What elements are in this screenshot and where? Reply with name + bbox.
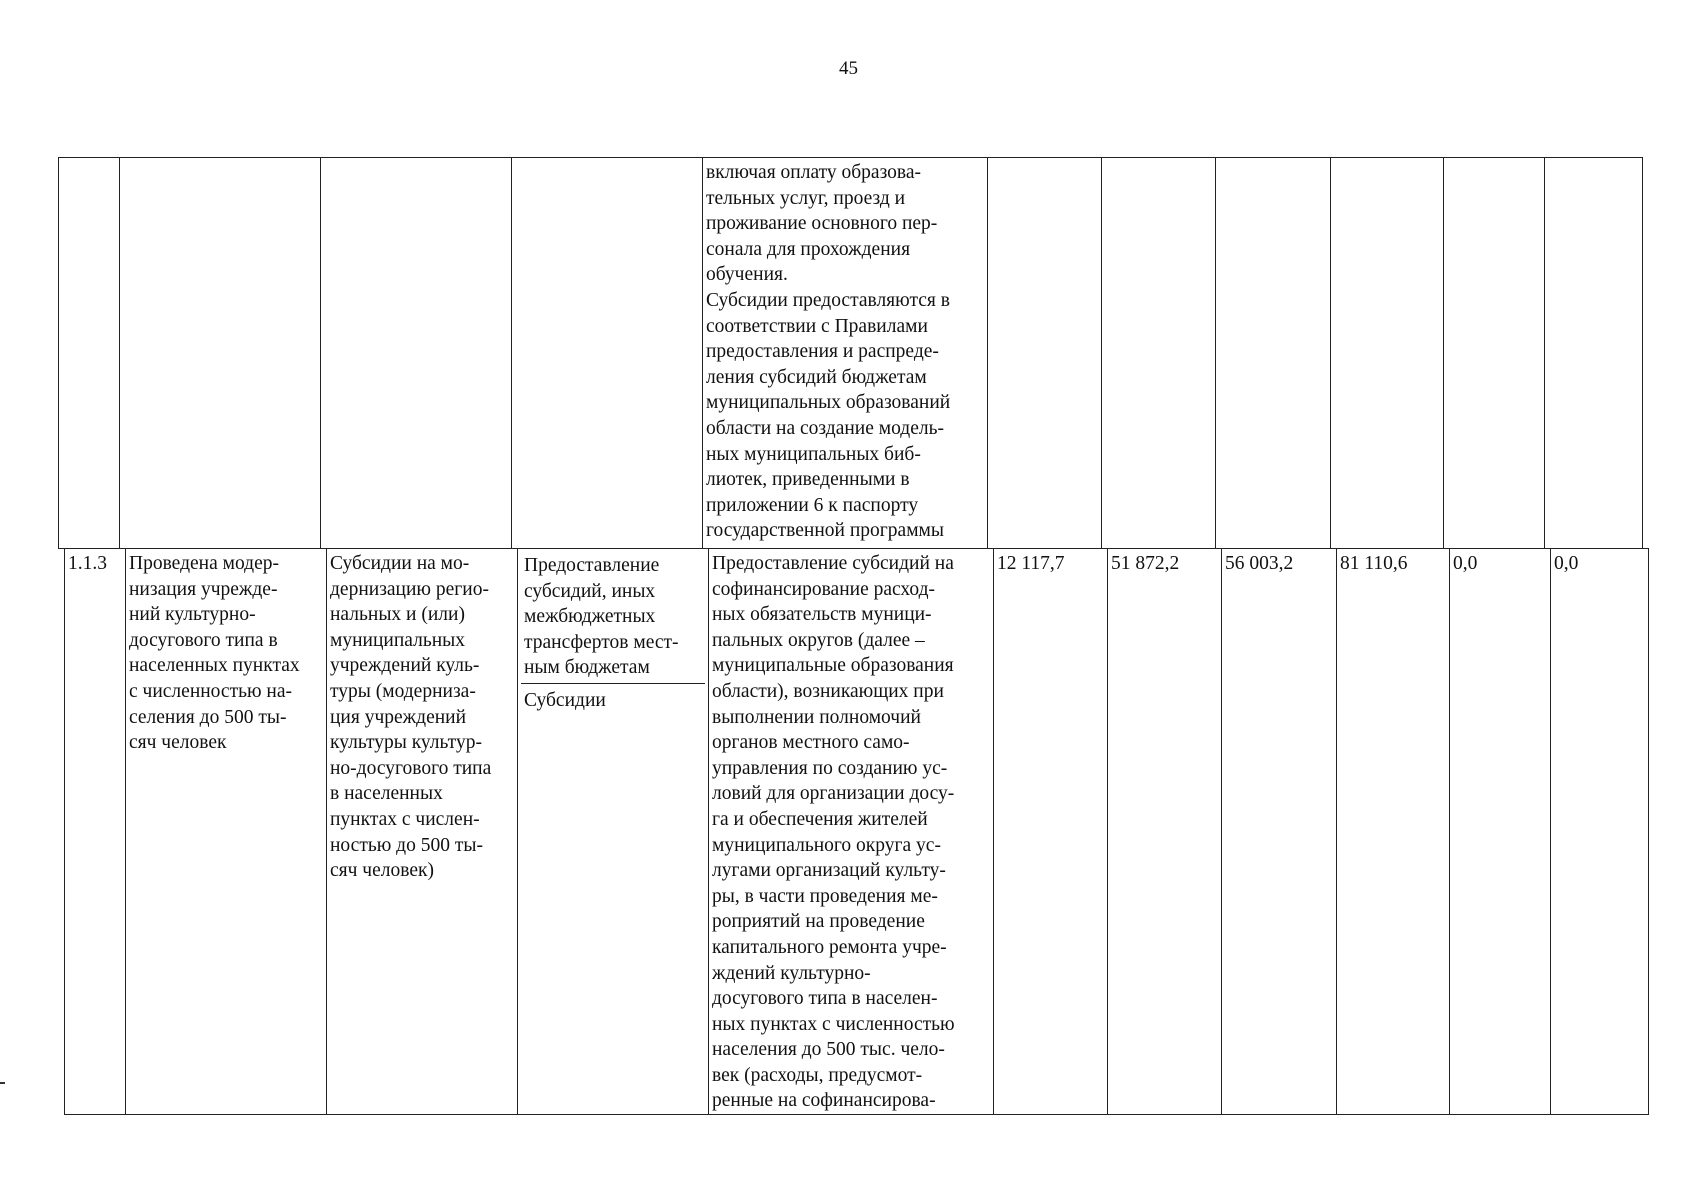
table-row (65, 549, 1649, 1115)
result-text: Проведена модер- низация учрежде- ний культурно- досугового типа в населенных пунктах с численностью на- селения до 500 ты- сяч человек (129, 553, 300, 754)
cell-value-6 (1551, 549, 1649, 1115)
cell-value-3 (1222, 549, 1337, 1115)
cell-details (709, 549, 994, 1115)
value-3: 56 003,2 (1225, 553, 1294, 574)
details-text: включая оплату образова- тельных услуг, проезд и проживание основного пер- сонала для прохождения обучения. Субсидии предоставляются в соответствии с Правилами предоставления и распреде- ления субсидий бюджетам муниципальных образований области на создание модель- ных муниципальных биб- лиотек, приведенными в приложении 6 к паспорту государственной программы (706, 162, 951, 542)
cell-value-6 (1545, 158, 1643, 549)
cell-event (321, 158, 512, 549)
cell-value-5 (1450, 549, 1551, 1115)
cell-details (703, 158, 988, 549)
continuation-row (59, 158, 1643, 549)
cell-value-2 (1102, 158, 1216, 549)
cell-value-5 (1444, 158, 1545, 549)
row-number: 1.1.3 (68, 553, 107, 574)
event-text: Субсидии на мо- дернизацию регио- нальных и (или) муниципальных учреждений куль- туры (модерниза- ция учреждений культуры культур- но-досугового типа в населенных пунктах с числен- ностью до 500 ты- сяч человек) (330, 553, 492, 882)
cell-value-4 (1331, 158, 1444, 549)
row-table-1-1-3 (64, 548, 1649, 1115)
cell-value-2 (1108, 549, 1222, 1115)
cell-result (126, 549, 327, 1115)
value-5: 0,0 (1453, 553, 1478, 574)
cell-number (59, 158, 120, 549)
cell-value-3 (1216, 158, 1331, 549)
value-6: 0,0 (1554, 553, 1579, 574)
page-number: 45 (839, 58, 858, 79)
details-text: Предоставление субсидий на софинансирование расход- ных обязательств муници- пальных округов (далее – муниципальные образования области), возникающих при выполнении полномочий органов местного само- управления по созданию ус- ловий для организации досу- га и обеспечения жителей муниципального округа ус- лугами организаций культу- ры, в части проведения ме- роприятий на проведение капитального ремонта учре- ждений культурно- досугового типа в населен- ных пунктах с численностью населения до 500 тыс. чело- век (расходы, предусмот- ренные на софинансирова- (712, 553, 955, 1112)
continuation-table (58, 157, 1643, 549)
value-4: 81 110,6 (1340, 553, 1408, 574)
cell-value-1 (994, 549, 1108, 1115)
cell-result (120, 158, 321, 549)
type-secondary: Субсидии (524, 690, 606, 711)
cell-event (327, 549, 518, 1115)
cell-number (65, 549, 126, 1115)
cell-type (518, 549, 709, 1115)
value-2: 51 872,2 (1111, 553, 1180, 574)
value-1: 12 117,7 (997, 553, 1065, 574)
cell-value-4 (1337, 549, 1450, 1115)
cell-type (512, 158, 703, 549)
type-primary: Предоставление субсидий, иных межбюджетных трансфертов мест- ным бюджетам (521, 551, 705, 684)
cell-value-1 (988, 158, 1102, 549)
margin-mark (0, 1082, 5, 1084)
